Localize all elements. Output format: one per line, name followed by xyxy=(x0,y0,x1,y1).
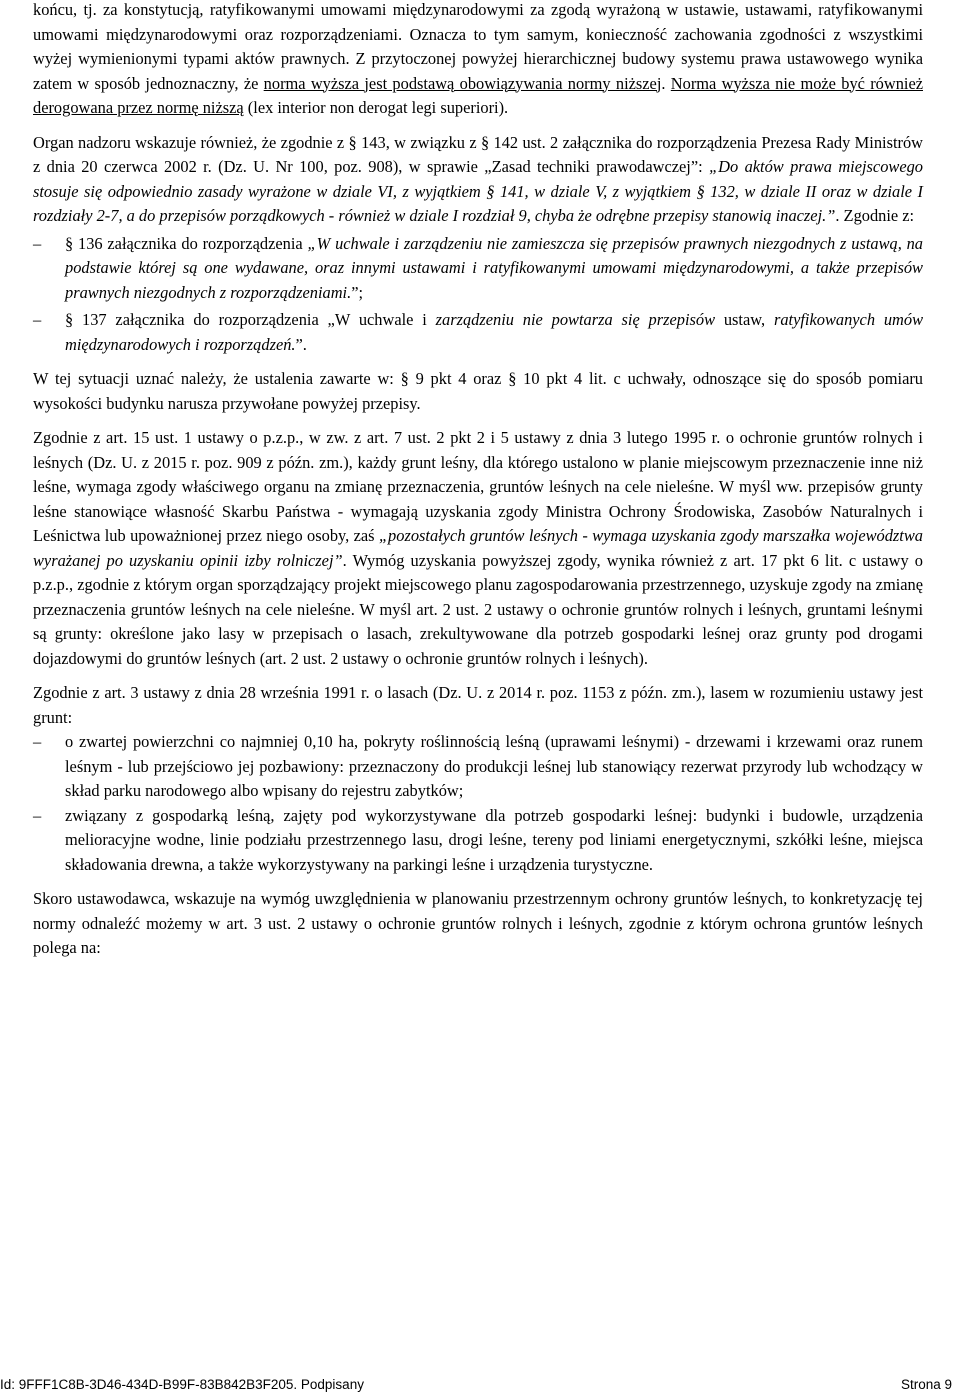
paragraph-forest-land: Zgodnie z art. 15 ust. 1 ustawy o p.z.p., w zw. z art. 7 ust. 2 pkt 2 i 5 ustawy z dnia 3 lutego 1995 r. o ochronie gruntów rolnych i leśnych (Dz. U. z 2015 r. poz. 909 z późn. zm.), każdy grunt leśny, dla którego ustalono w planie miejscowym przeznaczenie inne niż leśne, wymaga zgody właściwego organu na zmianę przeznaczenia, gruntów leśnych na cele nieleśne. W myśl ww. przepisów grunty leśne stanowiące własność Skarbu Państwa - wymagają uzyskania zgody Ministra Ochrony Środowiska, Zasobów Naturalnych i Leśnictwa lub upoważnionej przez niego osoby, zaś „pozostałych gruntów leśnych - wymaga uzyskania zgody marszałka województwa wyrażanej po uzyskaniu opinii izby rolniczej”. Wymóg uzyskania powyższej zgody, wynika również z art. 17 pkt 6 lit. c ustawy o p.z.p., zgodnie z którym organ sporządzający projekt miejscowego planu zagospodarowania przestrzennego, uzyskuje zgody na zmianę przeznaczenia gruntów leśnych na cele nieleśne. W myśl art. 2 ust. 2 ustawy o ochronie gruntów rolnych i leśnych, gruntami leśnymi są grunty: określone jako lasy w przepisach o lasach, zrekultywowane dla potrzeb gospodarki leśnej oraz grunty pod drogami dojazdowymi do gruntów leśnych (art. 2 ust. 2 ustawy o ochronie gruntów rolnych i leśnych). xyxy=(33,428,924,668)
dash-list-paragraphs xyxy=(33,232,923,358)
page-number: Strona 9 xyxy=(900,1377,952,1392)
document-id: Id: 9FFF1C8B-3D46-434D-B99F-83B842B3F205. Podpisany xyxy=(0,1377,364,1392)
list-item: – § 137 załącznika do rozporządzenia „W uchwale i zarządzeniu nie powtarza się przepisów ustaw, ratyfikowanych umów międzynarodowych i rozporządzeń.”. xyxy=(33,308,923,357)
dash-list-forest xyxy=(33,730,923,877)
underlined-norm-higher: norma wyższa jest podstawą obowiązywania normy niższej xyxy=(263,73,662,93)
document-page xyxy=(33,0,923,961)
list-item: – § 136 załącznika do rozporządzenia „W uchwale i zarządzeniu nie zamieszcza się przepisów prawnych niezgodnych z ustawą, na podstawie której są one wydawane, oraz innymi ustawami i ratyfikowanymi umowami międzynarodowymi, a także przepisów prawnych niezgodnych z rozporządzeniami.”; xyxy=(33,232,923,306)
paragraph-technique: Organ nadzoru wskazuje również, że zgodnie z § 143, w związku z § 142 ust. 2 załącznika do rozporządzenia Prezesa Rady Ministrów z dnia 20 czerwca 2002 r. (Dz. U. Nr 100, poz. 908), w sprawie „Zasad techniki prawodawczej”: „Do aktów prawa miejscowego stosuje się odpowiednio zasady wyrażone w dziale VI, z wyjątkiem § 141, w dziale V, z wyjątkiem § 132, w dziale II oraz w dziale I rozdziały 2-7, a do przepisów porządkowych - również w dziale I rozdział 9, chyba że odrębne przepisy stanowią inaczej.”. Zgodnie z: xyxy=(33,132,923,225)
paragraph-hierarchy: końcu, tj. za konstytucją, ratyfikowanymi umowami międzynarodowymi za zgodą wyrażoną w ustawie, ustawami, ratyfikowanymi umowami międzynarodowymi oraz rozporządzeniami. Oznacza to tym samym, konieczność zachowania zgodności z wszystkimi wyżej wymienionymi typami aktów prawnych. Z przytoczonej powyżej hierarchicznej budowy systemu prawa ustawowego wynika zatem w sposób jednoznaczny, że norma wyższa jest podstawą obowiązywania normy niższej. Norma wyższa nie może być również derogowana przez normę niższą (lex interior non derogat legi superiori). xyxy=(33,0,923,117)
list-item: – związany z gospodarką leśną, zajęty pod wykorzystywane dla potrzeb gospodarki leśnej: budynki i budowle, urządzenia melioracyjne wodne, linie podziału przestrzennego lasu, drogi leśne, tereny pod liniami energetycznymi, szkółki leśne, miejsca składowania drewna, a także wykorzystywany na parkingi leśne i urządzenia turystyczne. xyxy=(33,804,923,878)
paragraph-legislator: Skoro ustawodawca, wskazuje na wymóg uwzględnienia w planowaniu przestrzennym ochrony gruntów leśnych, to konkretyzację tej normy odnaleźć możemy w art. 3 ust. 2 ustawy o ochronie gruntów rolnych i leśnych, zgodnie z którym ochrona gruntów leśnych polega na: xyxy=(33,889,923,957)
paragraph-conclusion: W tej sytuacji uznać należy, że ustalenia zawarte w: § 9 pkt 4 oraz § 10 pkt 4 lit. c uchwały, odnoszące się do sposób pomiaru wysokości budynku narusza przywołane powyżej przepisy. xyxy=(33,369,923,413)
quote-technique: „Do aktów prawa miejscowego stosuje się odpowiednio zasady wyrażone w dziale VI, z wyjątkiem § 141, w dziale V, z wyjątkiem § 132, w dziale II oraz w dziale I rozdziały 2-7, a do przepisów porządkowych - również w dziale I rozdział 9, chyba że odrębne przepisy stanowią inaczej.” xyxy=(33,157,923,225)
quote-marshal: „pozostałych gruntów leśnych - wymaga uzyskania zgody marszałka województwa wyrażanej po uzyskaniu opinii izby rolniczej” xyxy=(33,526,923,570)
underlined-norm-derogation: Norma wyższa nie może być również derogowana przez normę niższą xyxy=(33,73,923,117)
paragraph-forest-definition: Zgodnie z art. 3 ustawy z dnia 28 września 1991 r. o lasach (Dz. U. z 2014 r. poz. 1153 z późn. zm.), lasem w rozumieniu ustawy jest grunt: xyxy=(33,683,923,727)
list-item: – o zwartej powierzchni co najmniej 0,10 ha, pokryty roślinnością leśną (uprawami leśnymi) - drzewami i krzewami oraz runem leśnym - lub przejściowo jej pozbawiony: przeznaczony do produkcji leśnej lub stanowiący rezerwat przyrody lub wchodzący w skład parku narodowego albo wpisany do rejestru zabytków; xyxy=(33,730,923,804)
page-footer xyxy=(0,1377,960,1396)
